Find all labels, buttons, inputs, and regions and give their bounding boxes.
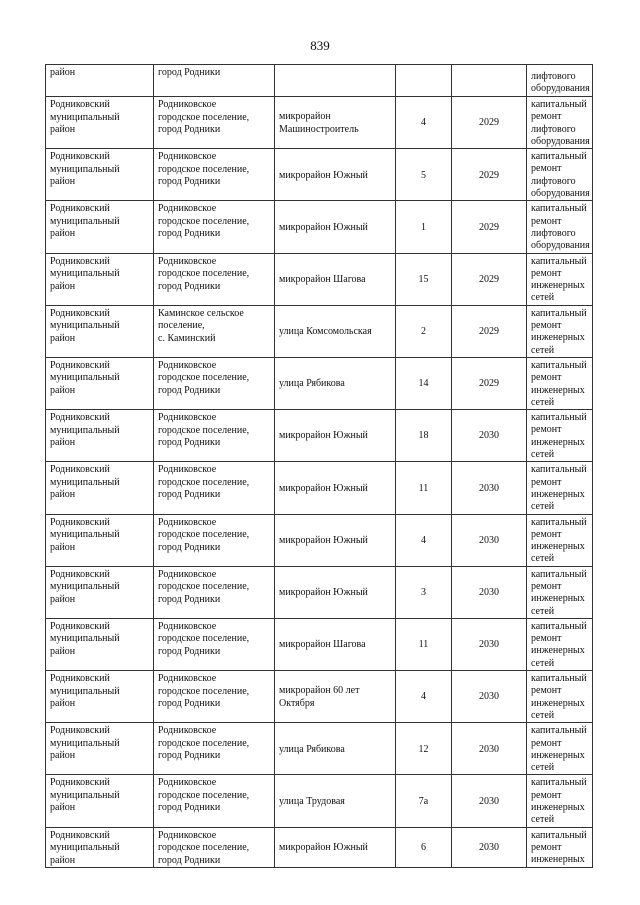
house-number-cell: 3 [396,566,452,618]
year-cell: 2030 [452,410,527,462]
settlement-cell: Родниковское городское поселение, город Родники [154,671,275,723]
district-cell: Родниковский муниципальный район [46,410,154,462]
year-cell: 2029 [452,201,527,253]
district-cell: район [46,65,154,97]
house-number-cell [396,65,452,97]
house-number-cell: 4 [396,97,452,149]
settlement-cell: Родниковское городское поселение, город Родники [154,410,275,462]
address-cell: улица Рябикова [275,723,396,775]
settlement-cell: Родниковское городское поселение, город Родники [154,149,275,201]
table-row [46,65,593,97]
settlement-cell: Родниковское городское поселение, город Родники [154,357,275,409]
settlement-cell: Родниковское городское поселение, город Родники [154,723,275,775]
table-row [46,514,593,566]
year-cell: 2029 [452,253,527,305]
year-cell: 2030 [452,775,527,827]
work-type-cell: капитальный ремонт инженерных сетей [527,775,593,827]
district-cell: Родниковский муниципальный район [46,97,154,149]
address-cell: микрорайон Шагова [275,253,396,305]
year-cell: 2029 [452,149,527,201]
work-type-cell: капитальный ремонт инженерных сетей [527,618,593,670]
year-cell: 2030 [452,462,527,514]
year-cell [452,65,527,97]
address-cell: микрорайон Машиностроитель [275,97,396,149]
year-cell: 2030 [452,618,527,670]
work-type-cell: лифтового оборудования [527,65,593,97]
year-cell: 2030 [452,514,527,566]
house-number-cell: 1 [396,201,452,253]
settlement-cell: Родниковское городское поселение, город Родники [154,462,275,514]
work-type-cell: капитальный ремонт инженерных [527,827,593,868]
year-cell: 2030 [452,566,527,618]
work-type-cell: капитальный ремонт инженерных сетей [527,357,593,409]
table-row [46,357,593,409]
district-cell: Родниковский муниципальный район [46,671,154,723]
house-number-cell: 11 [396,618,452,670]
year-cell: 2029 [452,357,527,409]
district-cell: Родниковский муниципальный район [46,462,154,514]
district-cell: Родниковский муниципальный район [46,201,154,253]
work-type-cell: капитальный ремонт лифтового оборудования [527,149,593,201]
house-number-cell: 5 [396,149,452,201]
year-cell: 2030 [452,827,527,868]
district-cell: Родниковский муниципальный район [46,357,154,409]
year-cell: 2029 [452,305,527,357]
house-number-cell: 15 [396,253,452,305]
district-cell: Родниковский муниципальный район [46,827,154,868]
table-row [46,566,593,618]
table-row [46,671,593,723]
address-cell: микрорайон Южный [275,410,396,462]
address-cell [275,65,396,97]
settlement-cell: Родниковское городское поселение, город Родники [154,97,275,149]
house-number-cell: 4 [396,671,452,723]
work-type-cell: капитальный ремонт лифтового оборудования [527,97,593,149]
settlement-cell: Родниковское городское поселение, город Родники [154,827,275,868]
house-number-cell: 6 [396,827,452,868]
table-row [46,305,593,357]
house-number-cell: 4 [396,514,452,566]
district-cell: Родниковский муниципальный район [46,566,154,618]
house-number-cell: 2 [396,305,452,357]
year-cell: 2029 [452,97,527,149]
work-type-cell: капитальный ремонт инженерных сетей [527,462,593,514]
year-cell: 2030 [452,723,527,775]
district-cell: Родниковский муниципальный район [46,149,154,201]
address-cell: улица Комсомольская [275,305,396,357]
house-number-cell: 18 [396,410,452,462]
work-type-cell: капитальный ремонт инженерных сетей [527,723,593,775]
house-number-cell: 14 [396,357,452,409]
settlement-cell: Родниковское городское поселение, город Родники [154,775,275,827]
district-cell: Родниковский муниципальный район [46,514,154,566]
work-type-cell: капитальный ремонт инженерных сетей [527,305,593,357]
settlement-cell: город Родники [154,65,275,97]
settlement-cell: Родниковское городское поселение, город Родники [154,201,275,253]
address-cell: микрорайон Южный [275,514,396,566]
table-row [46,410,593,462]
table-row [46,253,593,305]
settlement-cell: Каминское сельское поселение, с. Каминский [154,305,275,357]
table-row [46,462,593,514]
house-number-cell: 7а [396,775,452,827]
settlement-cell: Родниковское городское поселение, город Родники [154,566,275,618]
address-cell: микрорайон Южный [275,201,396,253]
house-number-cell: 12 [396,723,452,775]
district-cell: Родниковский муниципальный район [46,253,154,305]
work-type-cell: капитальный ремонт инженерных сетей [527,671,593,723]
table-row [46,149,593,201]
table-body [46,65,593,868]
address-cell: микрорайон 60 лет Октября [275,671,396,723]
address-cell: микрорайон Южный [275,566,396,618]
table-row [46,775,593,827]
district-cell: Родниковский муниципальный район [46,618,154,670]
district-cell: Родниковский муниципальный район [46,775,154,827]
table-row [46,201,593,253]
settlement-cell: Родниковское городское поселение, город Родники [154,514,275,566]
page-number: 839 [310,38,330,53]
table-row [46,827,593,868]
work-type-cell: капитальный ремонт инженерных сетей [527,566,593,618]
table-row [46,97,593,149]
house-number-cell: 11 [396,462,452,514]
work-type-cell: капитальный ремонт инженерных сетей [527,514,593,566]
address-cell: микрорайон Южный [275,149,396,201]
table-row [46,723,593,775]
year-cell: 2030 [452,671,527,723]
address-cell: улица Трудовая [275,775,396,827]
settlement-cell: Родниковское городское поселение, город Родники [154,253,275,305]
district-cell: Родниковский муниципальный район [46,305,154,357]
settlement-cell: Родниковское городское поселение, город Родники [154,618,275,670]
address-cell: микрорайон Южный [275,462,396,514]
district-cell: Родниковский муниципальный район [46,723,154,775]
work-type-cell: капитальный ремонт инженерных сетей [527,253,593,305]
work-type-cell: капитальный ремонт инженерных сетей [527,410,593,462]
housing-repair-table [45,64,593,868]
address-cell: микрорайон Шагова [275,618,396,670]
address-cell: улица Рябикова [275,357,396,409]
address-cell: микрорайон Южный [275,827,396,868]
work-type-cell: капитальный ремонт лифтового оборудования [527,201,593,253]
table-row [46,618,593,670]
